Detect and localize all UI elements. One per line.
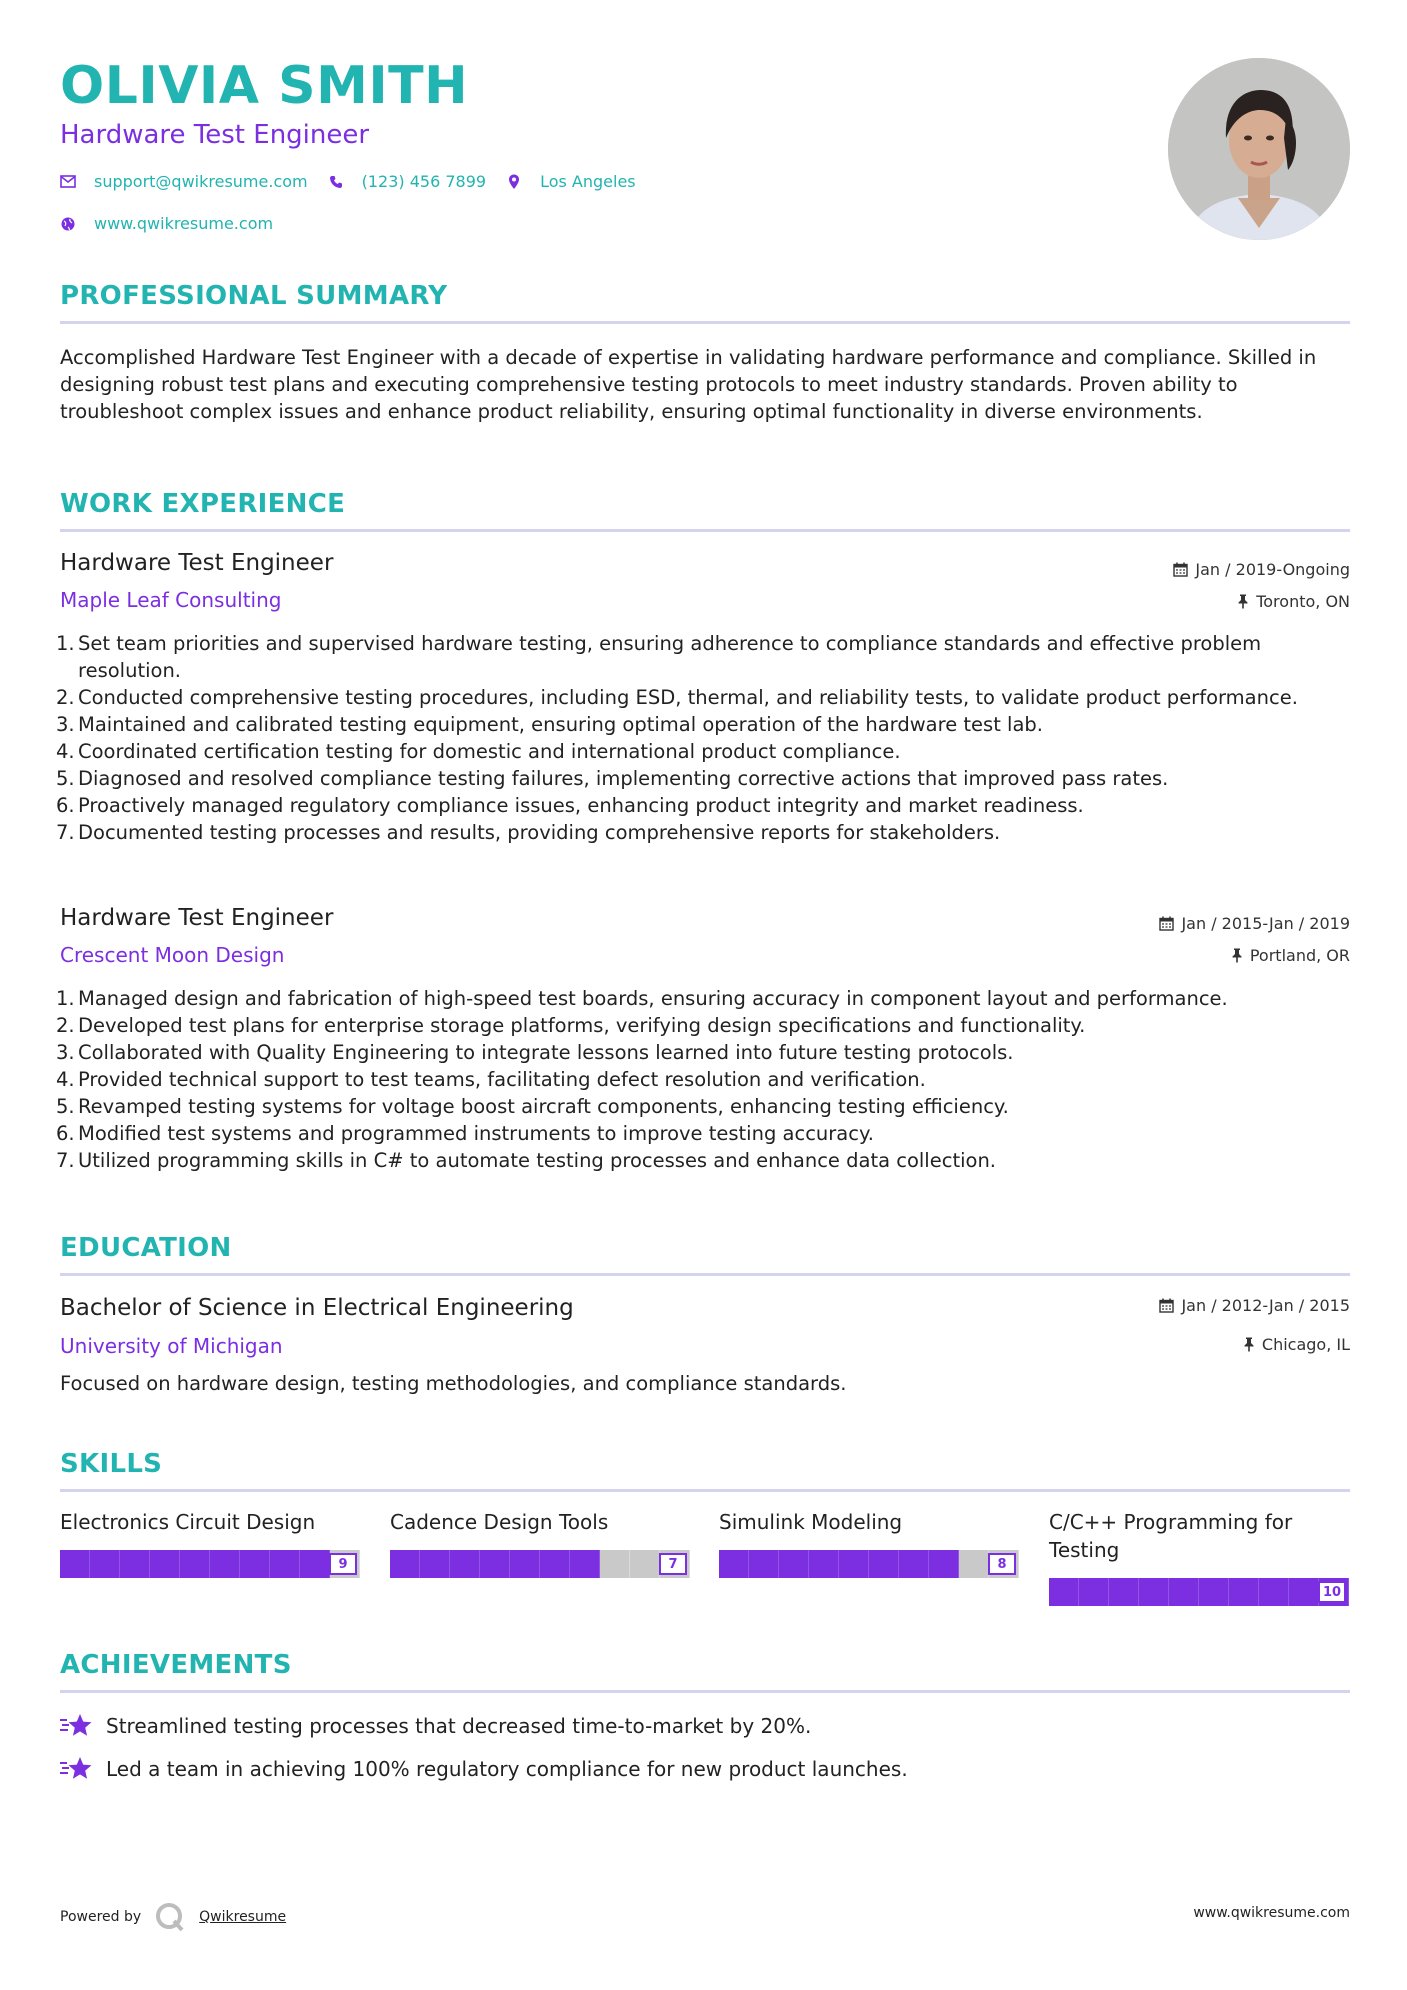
summary-text: Accomplished Hardware Test Engineer with a decade of expertise in validating hardware performance and compliance. Skilled in designing robust test plans and executing comprehensive testing protocols to meet industry standards. Proven ability to troubleshoot complex issues and enhance product reliability, ensuring optimal functionality in diverse environments. [60, 346, 1317, 423]
education-school: University of Michigan [60, 1334, 283, 1358]
skill-segment [1049, 1578, 1079, 1606]
skill-segment [120, 1550, 150, 1578]
job-1-dates-text: Jan / 2019-Ongoing [1195, 560, 1350, 579]
skill-segment [150, 1550, 180, 1578]
footer-website[interactable]: www.qwikresume.com [1193, 1905, 1350, 1921]
list-item: 1. Set team priorities and supervised hardware testing, ensuring adherence to compliance standards and effective problem resolution. [56, 632, 1262, 682]
phone-icon [328, 174, 344, 190]
job-2-company: Crescent Moon Design [60, 943, 285, 967]
skill-segment [600, 1550, 630, 1578]
skill-segment [1169, 1578, 1199, 1606]
skill-name: Simulink Modeling [719, 1510, 903, 1534]
skill-segment [1139, 1578, 1169, 1606]
job-2-dates [1159, 914, 1350, 933]
skill-segment [480, 1550, 510, 1578]
list-item: 7. Documented testing processes and results, providing comprehensive reports for stakeholders. [56, 821, 1001, 844]
calendar-icon [1159, 1298, 1174, 1313]
skill-bar [60, 1550, 360, 1578]
qwikresume-link[interactable]: Qwikresume [199, 1909, 287, 1925]
skill-3 [719, 1508, 1019, 1578]
skill-segment [420, 1550, 450, 1578]
envelope-icon [60, 174, 76, 190]
map-pin-icon [506, 174, 522, 190]
skill-name: Cadence Design Tools [390, 1510, 609, 1534]
summary-divider [60, 321, 1350, 324]
skill-segment [809, 1550, 839, 1578]
skill-segment [1199, 1578, 1229, 1606]
achievement-text: Streamlined testing processes that decreased time-to-market by 20%. [106, 1714, 812, 1738]
achievement-text: Led a team in achieving 100% regulatory compliance for new product launches. [106, 1757, 908, 1781]
skill-segment [90, 1550, 120, 1578]
achievement-2 [60, 1756, 908, 1782]
list-item: 4. Coordinated certification testing for domestic and international product compliance. [56, 740, 901, 763]
education-dates-text: Jan / 2012-Jan / 2015 [1181, 1296, 1350, 1315]
skill-segment [630, 1550, 660, 1578]
skill-segment [839, 1550, 869, 1578]
job-2-location-text: Portland, OR [1249, 946, 1350, 965]
skill-segment [510, 1550, 540, 1578]
skill-name: Electronics Circuit Design [60, 1510, 316, 1534]
job-1-company: Maple Leaf Consulting [60, 588, 282, 612]
list-item: 7. Utilized programming skills in C# to automate testing processes and enhance data collection. [56, 1149, 996, 1172]
globe-icon [60, 216, 76, 232]
qwikresume-logo-icon [155, 1902, 185, 1932]
candidate-name: OLIVIA SMITH [60, 56, 469, 116]
list-item: 4. Provided technical support to test teams, facilitating defect resolution and verification. [56, 1068, 926, 1091]
candidate-title: Hardware Test Engineer [60, 120, 370, 150]
contact-row-1 [60, 172, 656, 191]
profile-photo [1168, 58, 1350, 240]
achievements-heading: ACHIEVEMENTS [60, 1650, 292, 1680]
skill-4 [1049, 1508, 1349, 1606]
skill-level: 7 [659, 1553, 687, 1575]
list-item: 3. Collaborated with Quality Engineering to integrate lessons learned into future testing protocols. [56, 1041, 1014, 1064]
email-link[interactable]: support@qwikresume.com [94, 172, 308, 191]
contact-row-2 [60, 214, 293, 233]
skill-segment [779, 1550, 809, 1578]
skill-segment [210, 1550, 240, 1578]
job-1-bullets [56, 630, 1352, 846]
job-2-location [1231, 946, 1350, 965]
skills-heading: SKILLS [60, 1449, 163, 1479]
list-item: 5. Revamped testing systems for voltage boost aircraft components, enhancing testing efficiency. [56, 1095, 1009, 1118]
skill-level: 8 [988, 1553, 1016, 1575]
skill-segment [869, 1550, 899, 1578]
skill-segment [899, 1550, 929, 1578]
experience-heading: WORK EXPERIENCE [60, 489, 346, 519]
experience-divider [60, 529, 1350, 532]
education-description: Focused on hardware design, testing methodologies, and compliance standards. [60, 1372, 847, 1395]
skill-name: C/C++ Programming for Testing [1049, 1510, 1293, 1562]
skill-level: 10 [1318, 1581, 1346, 1603]
summary-heading: PROFESSIONAL SUMMARY [60, 281, 448, 311]
list-item: 2. Developed test plans for enterprise storage platforms, verifying design specifications and functionality. [56, 1014, 1086, 1037]
skill-bar [1049, 1578, 1349, 1606]
job-1-location-text: Toronto, ON [1256, 592, 1350, 611]
skill-segment [570, 1550, 600, 1578]
skill-segment [1109, 1578, 1139, 1606]
achievements-divider [60, 1690, 1350, 1693]
education-heading: EDUCATION [60, 1233, 232, 1263]
list-item: 2. Conducted comprehensive testing procedures, including ESD, thermal, and reliability tests, to validate product performance. [56, 686, 1298, 709]
list-item: 1. Managed design and fabrication of high-speed test boards, ensuring accuracy in component layout and performance. [56, 987, 1228, 1010]
job-2-dates-text: Jan / 2015-Jan / 2019 [1181, 914, 1350, 933]
skill-bar [390, 1550, 690, 1578]
job-1-role: Hardware Test Engineer [60, 550, 334, 576]
skill-segment [1229, 1578, 1259, 1606]
skill-segment [929, 1550, 959, 1578]
skill-segment [1259, 1578, 1289, 1606]
education-degree: Bachelor of Science in Electrical Engineering [60, 1295, 574, 1321]
skill-segment [240, 1550, 270, 1578]
calendar-icon [1173, 562, 1188, 577]
location-text: Los Angeles [540, 172, 636, 191]
list-item: 3. Maintained and calibrated testing equipment, ensuring optimal operation of the hardware test lab. [56, 713, 1044, 736]
skill-segment [270, 1550, 300, 1578]
skill-level: 9 [329, 1553, 357, 1575]
skill-segment [719, 1550, 749, 1578]
skill-segment [1079, 1578, 1109, 1606]
list-item: 5. Diagnosed and resolved compliance testing failures, implementing corrective actions that improved pass rates. [56, 767, 1169, 790]
achievement-1 [60, 1713, 811, 1739]
pushpin-icon [1231, 948, 1243, 963]
website-link[interactable]: www.qwikresume.com [94, 214, 274, 233]
phone-number: (123) 456 7899 [361, 172, 487, 191]
job-2-role: Hardware Test Engineer [60, 905, 334, 931]
star-icon [60, 1713, 94, 1739]
skill-segment [450, 1550, 480, 1578]
education-location-text: Chicago, IL [1261, 1335, 1350, 1354]
skills-divider [60, 1489, 1350, 1492]
pushpin-icon [1237, 594, 1249, 609]
skill-2 [390, 1508, 690, 1578]
job-2-bullets [56, 985, 1352, 1174]
skill-segment [300, 1550, 330, 1578]
skill-1 [60, 1508, 360, 1578]
education-divider [60, 1273, 1350, 1276]
skill-segment [749, 1550, 779, 1578]
calendar-icon [1159, 916, 1174, 931]
job-1-dates [1173, 560, 1350, 579]
star-icon [60, 1756, 94, 1782]
footer-powered-by [60, 1902, 286, 1932]
education-location [1243, 1335, 1350, 1354]
skill-segment [959, 1550, 989, 1578]
list-item: 6. Proactively managed regulatory compliance issues, enhancing product integrity and market readiness. [56, 794, 1084, 817]
skill-segment [60, 1550, 90, 1578]
skill-segment [180, 1550, 210, 1578]
skill-bar [719, 1550, 1019, 1578]
education-dates [1159, 1296, 1350, 1315]
skill-segment [1289, 1578, 1319, 1606]
skill-segment [390, 1550, 420, 1578]
pushpin-icon [1243, 1337, 1255, 1352]
skill-segment [540, 1550, 570, 1578]
powered-by-label: Powered by [60, 1909, 142, 1925]
list-item: 6. Modified test systems and programmed instruments to improve testing accuracy. [56, 1122, 874, 1145]
job-1-location [1237, 592, 1350, 611]
